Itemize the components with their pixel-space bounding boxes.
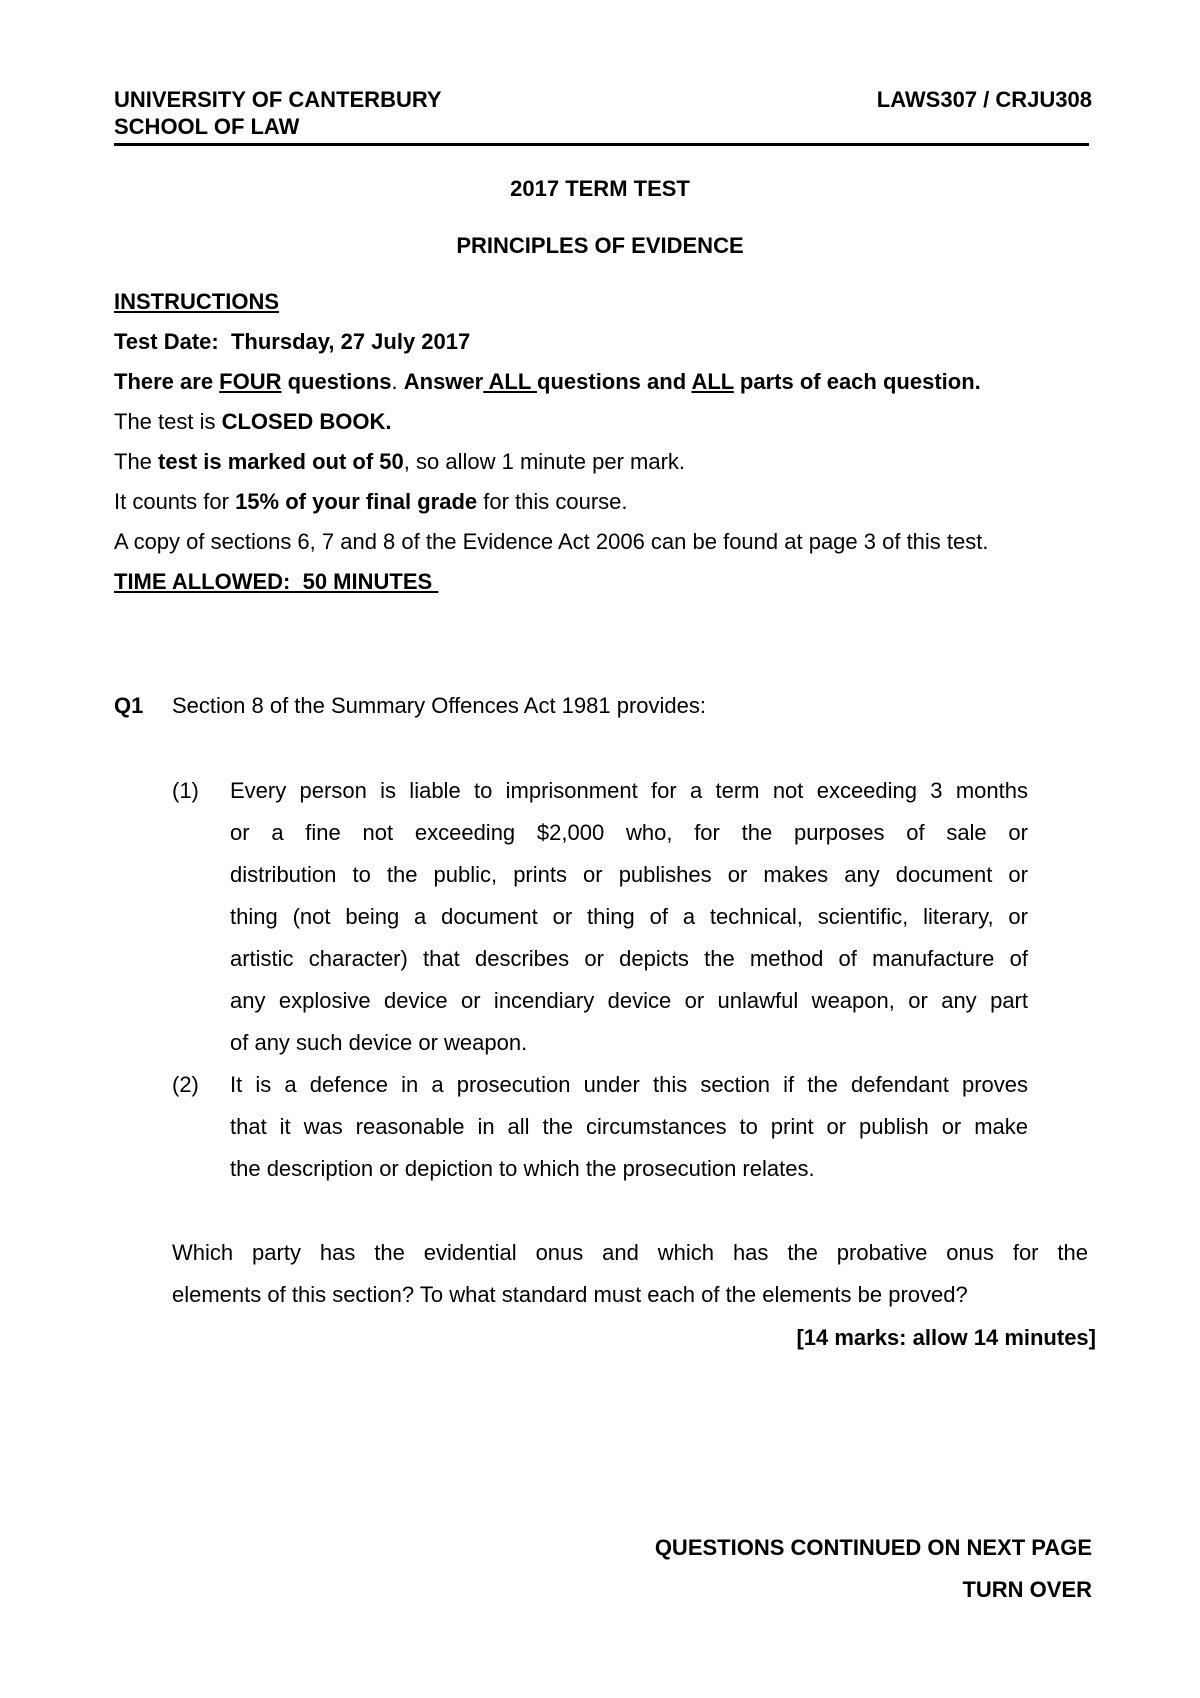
- instr-text: for this course.: [477, 489, 628, 514]
- subsection-line: any explosive device or incendiary device or unlawful weapon, or any part: [230, 988, 1028, 1013]
- instr-text: The: [114, 449, 159, 474]
- question-text: [172, 1240, 1088, 1324]
- subsection-line: thing (not being a document or thing of a technical, scientific, literary, or: [230, 904, 1028, 929]
- instr-text: Answer: [403, 369, 484, 394]
- instr-text: .: [391, 369, 404, 394]
- instr-emphasis: ALL: [691, 369, 734, 394]
- instr-text: questions: [281, 369, 392, 394]
- subsection-1: [230, 778, 1028, 1072]
- question-label: Q1: [114, 693, 144, 718]
- turn-over-notice: TURN OVER: [962, 1577, 1092, 1602]
- marks-allocation: [14 marks: allow 14 minutes]: [796, 1325, 1096, 1350]
- subsection-label: (1): [172, 778, 199, 803]
- subsection-line: Every person is liable to imprisonment for a term not exceeding 3 months: [230, 778, 1028, 803]
- instr-text: The test is: [114, 409, 222, 434]
- instr-emphasis: CLOSED BOOK.: [221, 409, 392, 434]
- question-line: elements of this section? To what standard must each of the elements be proved?: [172, 1282, 968, 1307]
- instr-emphasis: ALL: [483, 369, 538, 394]
- course-code: LAWS307 / CRJU308: [876, 87, 1092, 112]
- subsection-line: distribution to the public, prints or publishes or makes any document or: [230, 862, 1028, 887]
- marks-instruction: [114, 449, 685, 475]
- instr-text: It counts for: [114, 489, 236, 514]
- subsection-line: of any such device or weapon.: [230, 1030, 528, 1055]
- grade-instruction: [114, 489, 628, 515]
- test-date-line: [114, 329, 470, 355]
- continued-notice: QUESTIONS CONTINUED ON NEXT PAGE: [654, 1535, 1092, 1560]
- closed-book-instruction: [114, 409, 392, 435]
- header-divider: [114, 143, 1089, 146]
- questions-instruction: [114, 369, 981, 395]
- university-name: UNIVERSITY OF CANTERBURY: [114, 87, 442, 112]
- time-allowed: TIME ALLOWED: 50 MINUTES: [114, 569, 439, 594]
- question-intro: Section 8 of the Summary Offences Act 1981 provides:: [172, 693, 706, 718]
- subsection-line: or a fine not exceeding $2,000 who, for the purposes of sale or: [230, 820, 1028, 845]
- subject-title: PRINCIPLES OF EVIDENCE: [456, 233, 744, 258]
- instructions-heading: INSTRUCTIONS: [114, 289, 279, 314]
- instr-text: questions and: [537, 369, 692, 394]
- subsection-line: It is a defence in a prosecution under this section if the defendant proves: [230, 1072, 1028, 1097]
- evidence-act-instruction: A copy of sections 6, 7 and 8 of the Evidence Act 2006 can be found at page 3 of this test.: [114, 529, 989, 554]
- subsection-line: that it was reasonable in all the circumstances to print or publish or make: [230, 1114, 1028, 1139]
- question-line: Which party has the evidential onus and which has the probative onus for the: [172, 1240, 1088, 1265]
- subsection-label: (2): [172, 1072, 199, 1097]
- subsection-line: the description or depiction to which the prosecution relates.: [230, 1156, 815, 1181]
- school-name: SCHOOL OF LAW: [114, 114, 300, 139]
- instr-text: , so allow 1 minute per mark.: [403, 449, 686, 474]
- instr-emphasis: 15% of your final grade: [235, 489, 478, 514]
- subsection-2: [230, 1072, 1028, 1198]
- instr-text: There are: [114, 369, 220, 394]
- instr-text: parts of each question.: [733, 369, 981, 394]
- instr-emphasis: FOUR: [219, 369, 282, 394]
- test-title: 2017 TERM TEST: [510, 176, 690, 201]
- test-date-label: Test Date:: [114, 329, 219, 354]
- instr-emphasis: test is marked out of 50: [158, 449, 404, 474]
- subsection-line: artistic character) that describes or depicts the method of manufacture of: [230, 946, 1028, 971]
- test-date-value: Thursday, 27 July 2017: [230, 329, 471, 354]
